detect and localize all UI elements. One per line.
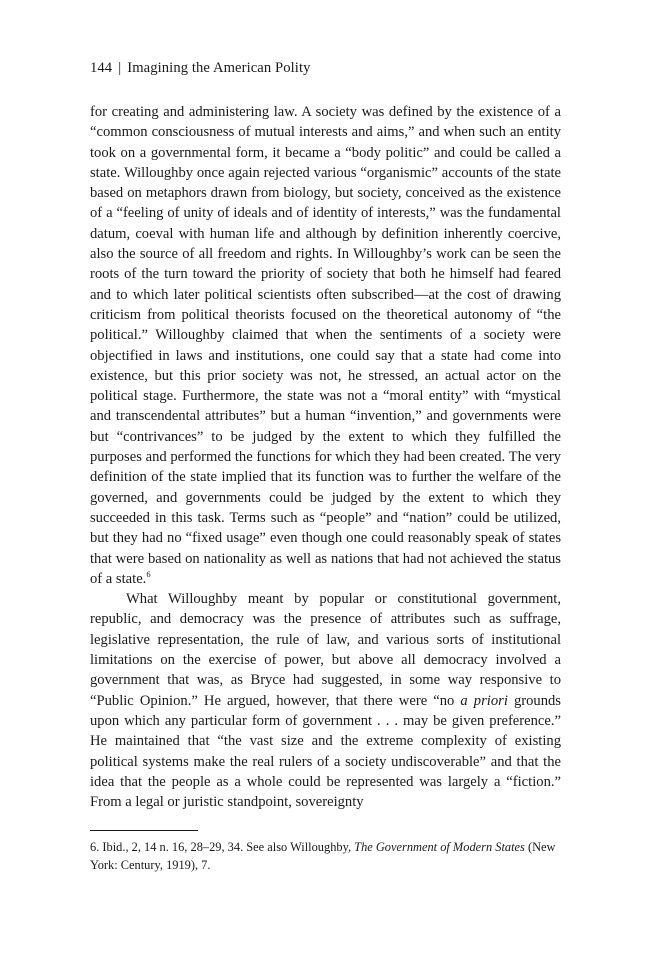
footnote-divider [90,830,198,831]
paragraph-2-text-b: grounds upon which any particular form of government . . . may be given preference.” He maintained that “the vast size and the extreme complexity of existing political systems make the real rulers of a society undiscoverable” and that the idea that the people as a whole could be represented was largely a “fiction.” From a legal or juristic standpoint, sovereignty [90,692,561,811]
paragraph-2-text-a: What Willoughby meant by popular or constitutional government, republic, and democracy was the presence of attributes such as suffrage, legislative representation, the rule of law, and various sorts of institutional limitations on the exercise of power, but above all democracy involved a government that was, as Bryce had suggested, in some way responsive to “Public Opinion.” He argued, however, that there were “no [90,591,561,709]
header-separator: | [118,60,122,76]
paragraph-1 [90,102,561,589]
body-text [90,102,561,812]
footnote-6 [90,838,561,874]
book-page [90,58,561,874]
footnote-text-a: Ibid., 2, 14 n. 16, 28–29, 34. See also Willoughby, [99,840,355,855]
paragraph-1-text: for creating and administering law. A society was defined by the existence of a “common consciousness of mutual interests and aims,” and when such an entity took on a governmental form, it became a “body politic” and could be called a state. Willoughby once again rejected various “organismic” accounts of the state based on metaphors drawn from biology, but society, conceived as the existence of a “feeling of unity of ideals and of identity of interests,” was the fundamental datum, coeval with human life and although by definition inherently coercive, also the source of all freedom and rights. In Willoughby’s work can be seen the roots of the turn toward the priority of society that both he himself had feared and to which later political scientists often subscribed—at the cost of drawing criticism from political theorists focused on the theoretical autonomy of “the political.” Willoughby claimed that when the sentiments of a society were objectified in laws and institutions, one could say that a state had come into existence, but this prior society was not, he stressed, an actual actor on the political stage. Furthermore, the state was not a “moral entity” with “mystical and transcendental attributes” but a human “invention,” and governments were but “contrivances” to be judged by the extent to which they fulfilled the purposes and performed the functions for which they had been created. The very definition of the state implied that its function was to further the welfare of the governed, and governments could be judged by the extent to which they succeeded in this task. Terms such as “people” and “nation” could be utilized, but they had no “fixed usage” even though one could reasonably speak of states that were based on nationality as well as nations that had not achieved the status of a state. [90,104,561,587]
footnote-number: 6. [90,840,100,855]
running-header [90,58,561,78]
paragraph-2 [90,589,561,812]
paragraph-2-italic: a priori [460,692,508,709]
running-title: Imagining the American Polity [127,60,311,76]
footnote-text-b: (New York: Century, 1919), 7. [90,840,556,873]
footnote-book-title: The Government of Modern States [354,840,525,855]
page-number: 144 [90,60,113,76]
footnote-reference-6: 6 [146,568,151,579]
